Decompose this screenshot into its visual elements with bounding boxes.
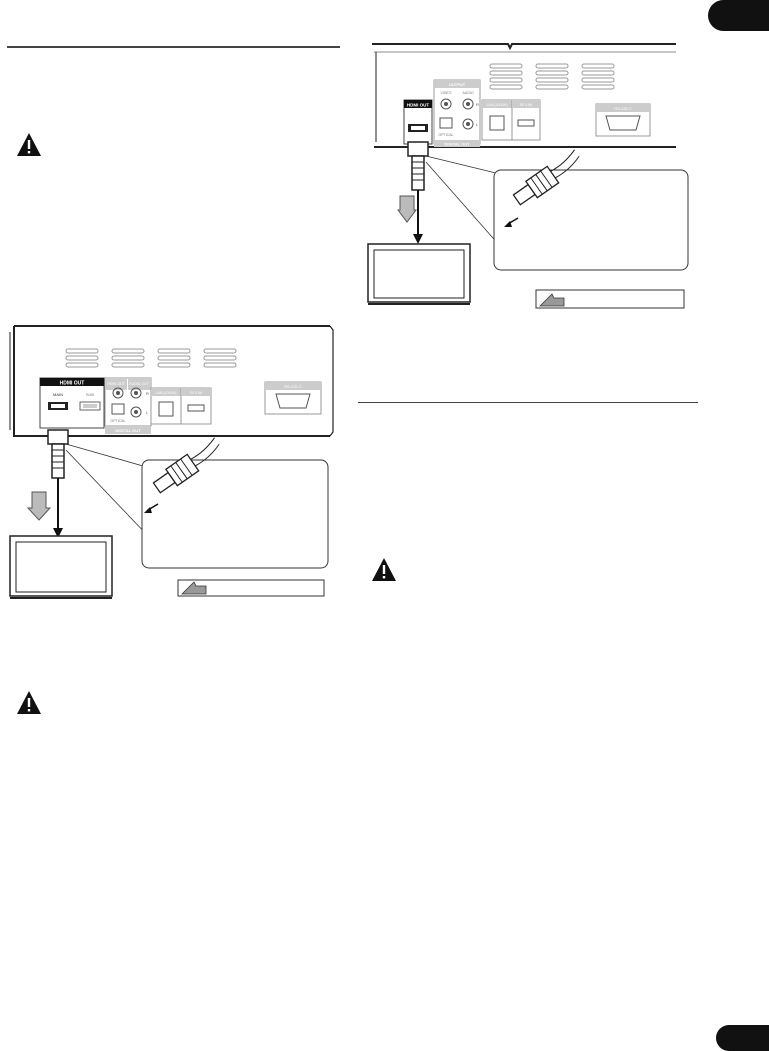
label-l: L	[146, 410, 149, 415]
label-optical: OPTICAL	[110, 419, 126, 423]
label-video: VIDEO	[440, 91, 452, 95]
label-hdmi-out: HDMI OUT	[406, 102, 430, 108]
page-number-tab	[716, 1025, 769, 1051]
hdmi-connection-diagram-2	[356, 38, 696, 310]
label-lan: LAN (10/100)	[486, 103, 508, 107]
label-sub: SUB	[85, 392, 95, 397]
label-l: L	[476, 122, 479, 127]
hdmi-connection-diagram-1	[0, 318, 340, 603]
warning-icon	[371, 557, 397, 583]
tv-icon	[10, 536, 112, 598]
hdmi-plug-icon	[408, 142, 428, 190]
label-rs232c: RS-232 C	[614, 106, 632, 111]
label-r: R	[476, 102, 479, 107]
section-rule-left	[7, 46, 340, 48]
label-usb: 5V 0.5A	[189, 391, 203, 395]
label-optical: OPTICAL	[438, 133, 454, 137]
label-lan: LAN (10/100)	[155, 391, 177, 395]
section-rule-right	[358, 402, 698, 403]
warning-icon	[16, 132, 42, 158]
label-digital-out: DIGITAL OUT	[444, 141, 470, 147]
label-audio: AUDIO	[462, 91, 474, 95]
tv-icon	[368, 244, 470, 304]
label-usb: 5V 0.5A	[519, 103, 533, 107]
label-audio-out: AUDIO OUT	[129, 382, 149, 386]
label-output: OUTPUT	[448, 82, 466, 87]
label-hdmi-out: HDMI OUT	[59, 380, 85, 387]
warning-icon	[16, 690, 42, 716]
label-main: MAIN	[53, 392, 63, 397]
hdmi-plug-icon	[48, 430, 68, 478]
label-rs232c: RS-232 C	[284, 384, 302, 389]
chapter-tab	[708, 0, 769, 31]
label-r: R	[146, 391, 149, 396]
label-hdmi-out-small: HDMI OUT	[107, 382, 125, 386]
label-digital-out: DIGITAL OUT	[115, 428, 141, 433]
